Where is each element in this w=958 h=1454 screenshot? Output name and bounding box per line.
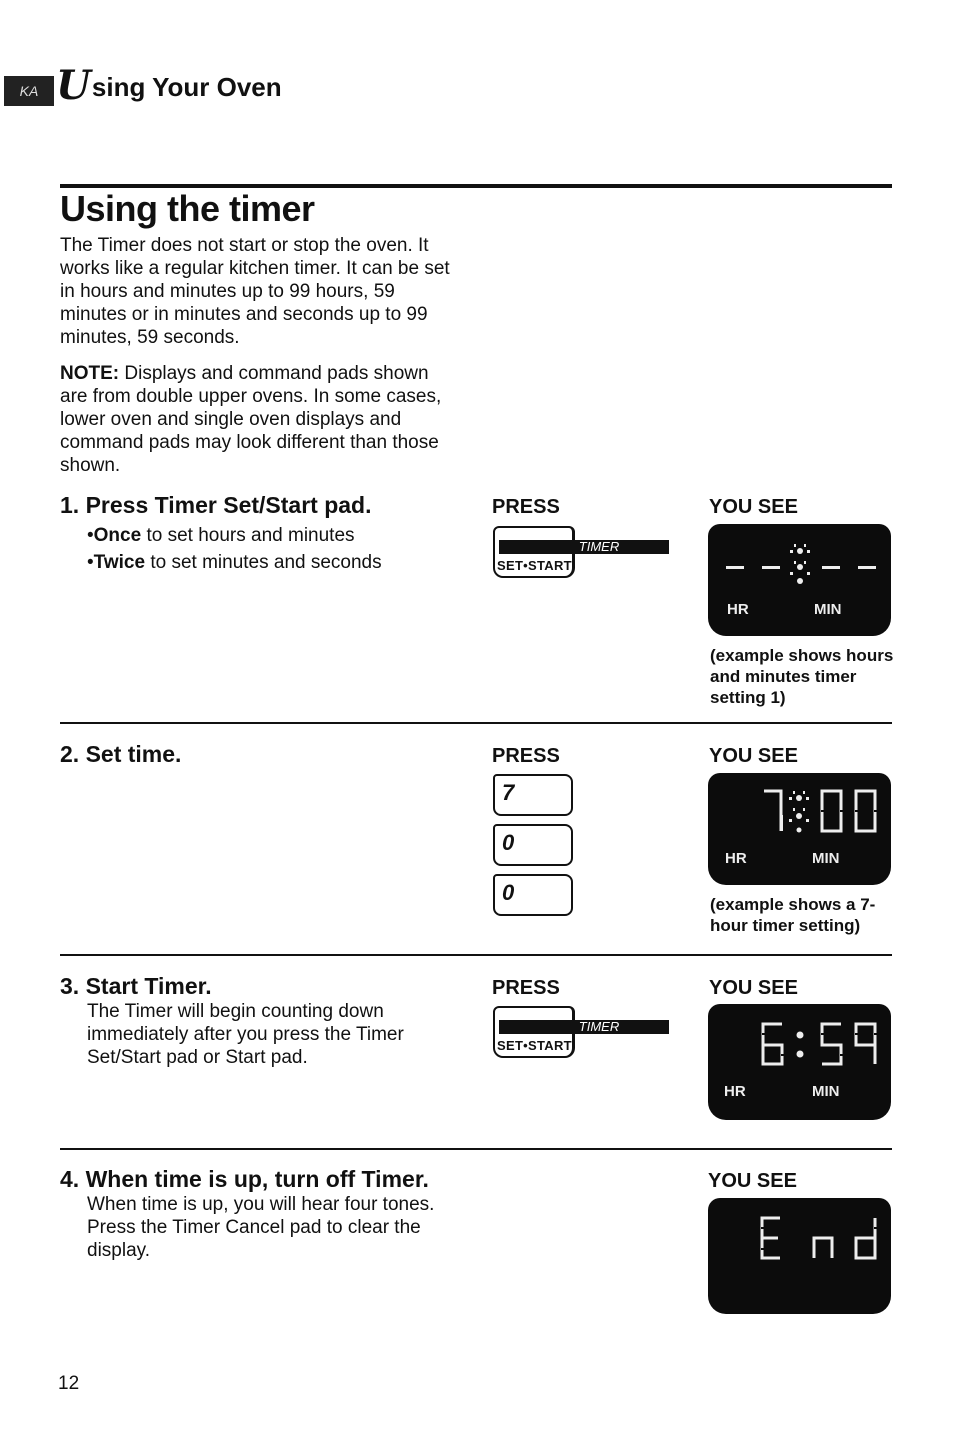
hr-label: HR [724,1083,746,1100]
you-see-label: YOU SEE [709,496,798,518]
hr-label: HR [725,850,747,867]
timer-pad-label: TIMER [499,540,669,554]
step-3-title: 3. Start Timer. [60,973,212,999]
step-1-bullets [87,522,467,576]
display-step-2 [708,773,891,885]
timer-pad-label: TIMER [499,1020,669,1034]
flash-icon [790,544,810,584]
header-initial: U [56,62,91,109]
divider [60,1148,892,1150]
you-see-label: YOU SEE [708,1170,797,1192]
bullet-twice: •Twice to set minutes and seconds [87,552,382,573]
step-4-title: 4. When time is up, turn off Timer. [60,1166,429,1192]
hr-label: HR [727,601,749,618]
you-see-label: YOU SEE [709,977,798,999]
note-text: Displays and command pads shown are from double upper ovens. In some cases, lower oven and single oven displays and command pads may look different than those shown. [60,363,442,476]
key-7-pad[interactable] [493,774,573,816]
header-text: sing Your Oven [91,72,282,102]
brand-logo: KA [4,76,54,106]
display-step-4 [708,1198,891,1314]
set-start-label: SET•START [497,558,572,573]
display-digits [708,1198,891,1314]
timer-set-start-pad[interactable] [493,526,669,578]
press-label: PRESS [492,496,560,518]
display-digits [708,1004,891,1120]
display-digits [708,773,891,885]
note-paragraph [60,362,460,477]
set-start-label: SET•START [497,1038,572,1053]
colon-icon [797,1032,804,1058]
step-2-caption: (example shows a 7-hour timer setting) [710,895,876,935]
press-label: PRESS [492,977,560,999]
bullet-twice-bold: Twice [93,552,146,573]
key-0-label: 0 [502,830,515,855]
min-label: MIN [812,1083,840,1100]
step-3-body: The Timer will begin counting down immediately after you press the Timer Set/Start pad or Start pad. [87,1001,404,1068]
step-1-title: 1. Press Timer Set/Start pad. [60,492,372,518]
intro-paragraph: The Timer does not start or stop the oven. It works like a regular kitchen timer. It can be set in hours and minutes up to 99 hours, 59 minutes or in minutes and seconds up to 99 minutes, 59 seconds. [60,235,450,348]
key-0-label: 0 [502,880,515,905]
flash-icon [780,791,809,833]
step-4-body: When time is up, you will hear four tones. Press the Timer Cancel pad to clear the display. [87,1194,435,1261]
step-2-title: 2. Set time. [60,741,182,767]
timer-set-start-pad[interactable] [493,1006,669,1058]
note-label: NOTE: [60,363,120,384]
min-label: MIN [814,601,842,618]
key-0-pad[interactable] [493,874,573,916]
key-7-label: 7 [502,780,515,805]
display-step-1 [708,524,891,636]
display-digits [708,524,891,636]
key-0-pad[interactable] [493,824,573,866]
bullet-once: •Once to set hours and minutes [87,525,355,546]
you-see-label: YOU SEE [709,745,798,767]
bullet-twice-text: to set minutes and seconds [145,552,382,573]
display-step-3 [708,1004,891,1120]
step-1-caption: (example shows hours and minutes timer setting 1) [710,646,894,707]
page-title: Using the timer [60,188,315,229]
bullet-once-bold: Once [93,525,142,546]
section-header [4,62,282,109]
bullet-once-text: to set hours and minutes [141,525,355,546]
min-label: MIN [812,850,840,867]
divider [60,722,892,724]
divider [60,954,892,956]
press-label: PRESS [492,745,560,767]
page-number: 12 [58,1373,80,1394]
